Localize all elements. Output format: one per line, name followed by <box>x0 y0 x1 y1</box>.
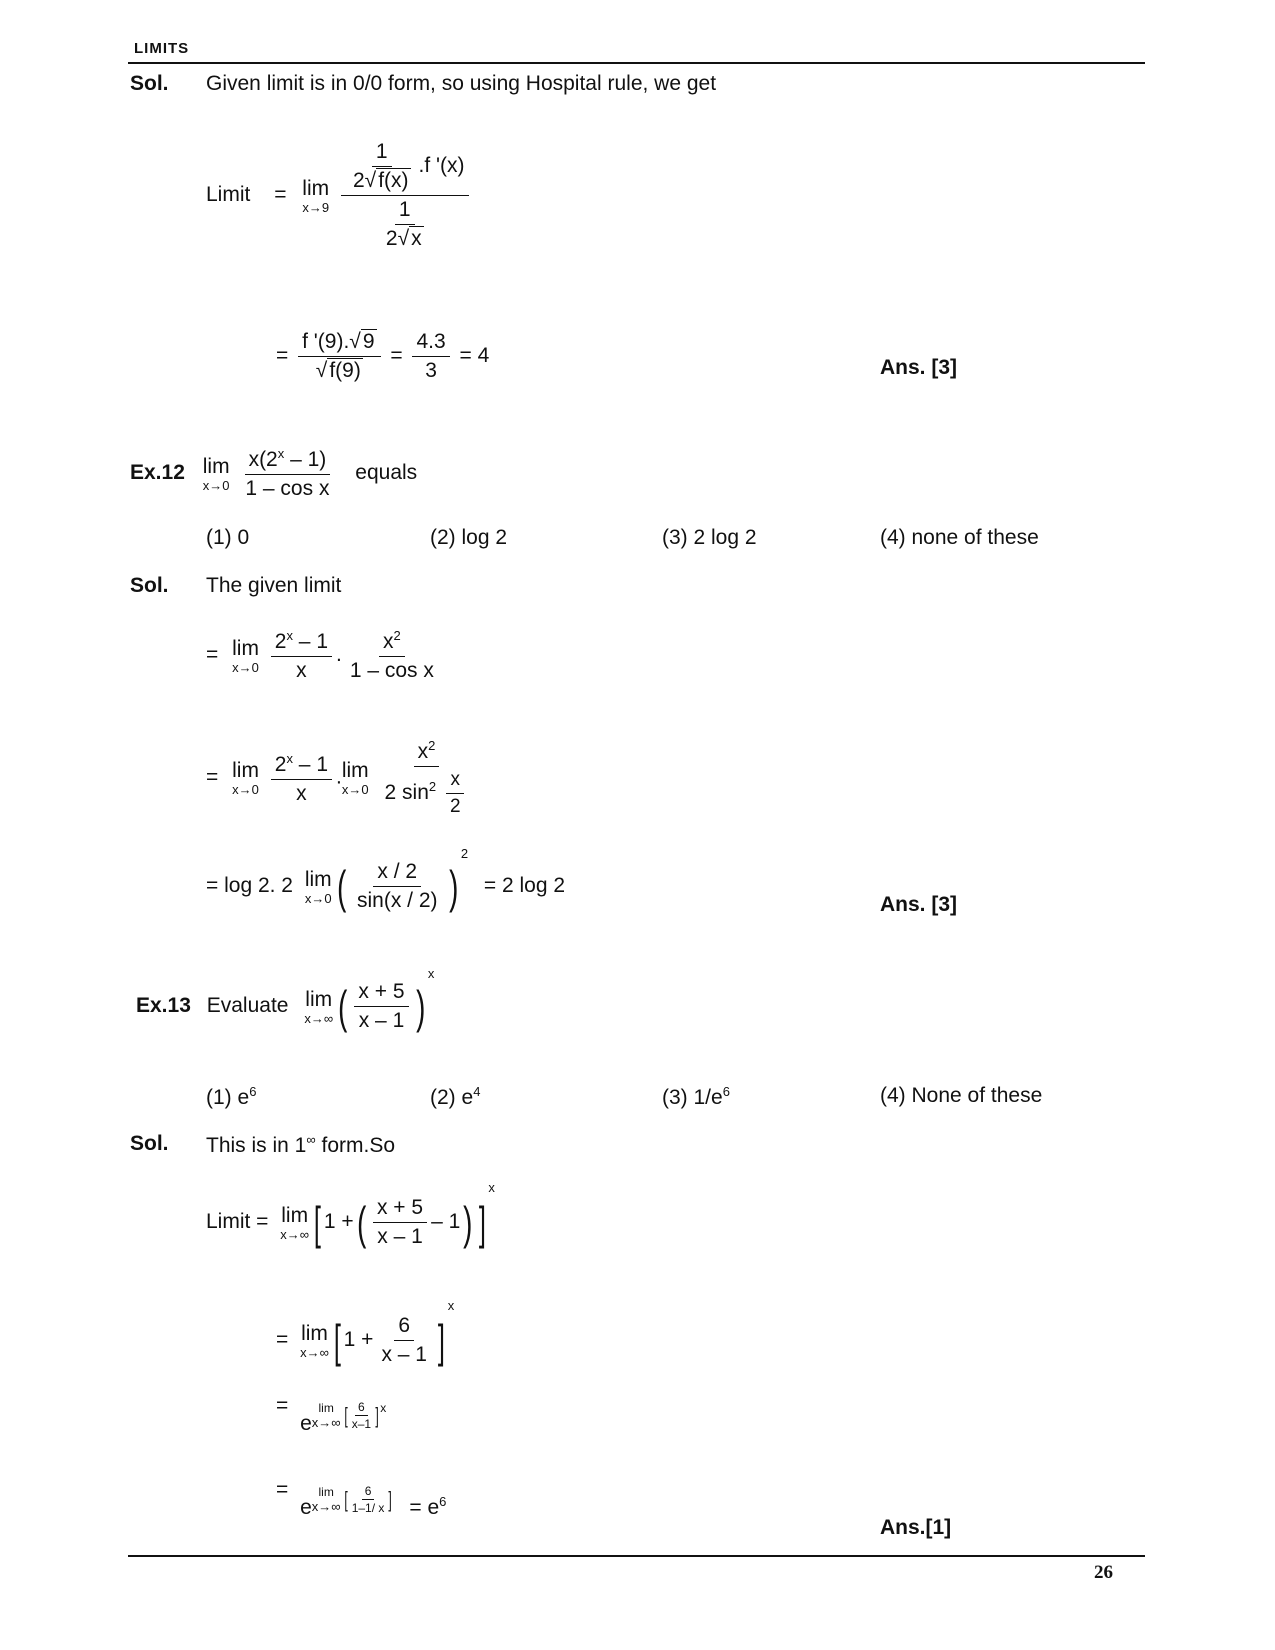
step3-fraction: $\frac{x / 2}{\sin(x / 2)}$ <box>356 860 438 912</box>
ex13-option-3: (3) $1/e^6$ <box>662 1084 730 1109</box>
lim-word: lim <box>302 176 330 200</box>
sol13-intro: This is in 1∞ form.So <box>206 1132 396 1157</box>
fraction-1: $\frac{2^x - 1}{x}$ <box>271 751 332 806</box>
sol13-answer: Ans.[1] <box>880 1516 952 1539</box>
ex12-option-3: (3) 2 log 2 <box>662 526 757 549</box>
inner-den-2: 2√x <box>385 227 422 250</box>
equals-sign: = <box>276 344 289 368</box>
equals-sign: = <box>274 183 287 207</box>
ex12-option-1: (1) 0 <box>206 526 250 549</box>
limit-operator <box>302 178 329 214</box>
ex12-question <box>130 446 417 501</box>
header-rule <box>128 62 1145 64</box>
step2-num: f '(9).√9 <box>298 330 380 357</box>
sol13-step1: Limit = lim x→∞ [ 1 +( $\frac{x + 5}{x - 1}$ – 1) ]$^x$ <box>206 1180 495 1249</box>
limit-word: Limit <box>206 183 251 207</box>
ex12-option-2: (2) log 2 <box>430 526 508 549</box>
ex13-option-2: (2) $e^4$ <box>430 1084 481 1109</box>
main-numerator <box>341 140 469 196</box>
sol11-step2 <box>276 330 489 383</box>
running-header: LIMITS <box>134 40 190 57</box>
sol11-intro: Given limit is in 0/0 form, so using Hospital rule, we get <box>206 72 717 95</box>
sol12-label: Sol. <box>130 574 169 597</box>
fraction-1: $\frac{2^x - 1}{x}$ <box>271 628 332 683</box>
limit-operator-2: lim x→0 <box>341 759 369 797</box>
sol11-answer: Ans. [3] <box>880 356 958 379</box>
ex13-question: Ex.13 Evaluate lim x→∞ ( $\frac{x + 5}{x - 1}$ )$^x$ <box>136 966 435 1033</box>
limit-operator: lim x→0 <box>202 454 230 493</box>
limit-operator: lim x→∞ <box>304 987 334 1026</box>
equals-sign-2: = <box>390 344 403 368</box>
limit-operator: lim x→0 <box>232 636 259 675</box>
sol11-step1 <box>206 140 473 251</box>
main-fraction <box>341 140 469 251</box>
ex13-label: Ex.13 <box>136 994 191 1018</box>
ex12-label: Ex.12 <box>130 461 185 485</box>
sol13-step2: = lim x→∞ [ 1 + $\frac{6}{x - 1}$ ]$^x$ <box>276 1298 455 1367</box>
footer-rule <box>128 1555 1145 1557</box>
sol11-label: Sol. <box>130 72 169 95</box>
ex13-word: Evaluate <box>206 994 289 1018</box>
sol12-step1: = lim x→0 $\frac{2^x - 1}{x}$ . $\frac{x^2}{\text{1 – cos x}}$ <box>206 628 442 683</box>
ex12-tail: equals <box>355 461 418 485</box>
ex13-option-1: (1) $e^6$ <box>206 1084 257 1109</box>
main-denominator <box>374 196 436 251</box>
sol13-fraction: $\frac{x + 5}{x - 1}$ <box>373 1196 427 1249</box>
ex12-fraction: $\frac{x(2^x - 1)}{\text{1 – cos x}}$ <box>245 446 330 500</box>
sol12-intro: The given limit <box>206 574 342 597</box>
step3-result: = 2 log 2 <box>483 874 566 898</box>
lim-subscript: x→9 <box>302 199 330 215</box>
limit-operator: lim x→∞ <box>280 1203 310 1242</box>
inner-num: 1 <box>372 140 392 167</box>
fraction-sin: $x^2$ 2 $\sin^2$ $\frac{x}{2}$ <box>381 738 473 818</box>
sol12-answer: Ans. [3] <box>880 893 958 916</box>
sol12-step2: = lim x→0 $\frac{2^x - 1}{x}$ . lim x→0 $x^2$ 2 $\sin^2$ $\frac{x}{2}$ <box>206 738 477 818</box>
limit-operator: lim x→0 <box>304 867 332 906</box>
inner-fraction <box>349 140 415 193</box>
sol13-step4: = e lim x→∞ [ $\frac{6}{1-1/ x}$ ] = $e^6$ <box>276 1478 447 1519</box>
sol13-label: Sol. <box>130 1132 169 1155</box>
sol12-step3: = log 2. 2 lim x→0 ( $\frac{x / 2}{\sin(x / 2)}$ )$^2$ = 2 log 2 <box>206 846 566 913</box>
fraction-2: $\frac{x^2}{\text{1 – cos x}}$ <box>349 628 434 682</box>
step2-fraction <box>298 330 380 383</box>
limit-word: Limit = <box>206 1210 269 1234</box>
ex13-fraction: $\frac{x + 5}{x - 1}$ <box>354 980 408 1033</box>
step2-result: = 4 <box>459 344 490 368</box>
inner-fraction-2 <box>382 198 428 251</box>
ex13-option-4: (4) None of these <box>880 1084 1043 1107</box>
sol13-step2-fraction: $\frac{6}{x - 1}$ <box>381 1314 427 1366</box>
derivative-term: .f '(x) <box>418 154 465 178</box>
ex12-option-4: (4) none of these <box>880 526 1039 549</box>
sol13-step3: = e lim x→∞ [ $\frac{6}{x-1}$ ] x <box>276 1394 387 1435</box>
inner-num-2: 1 <box>395 198 415 225</box>
step2-fraction-2: $\frac{4.3}{3}$ <box>412 330 449 383</box>
step2-den: √f(9) <box>315 359 361 382</box>
step3-prefix: = log 2. 2 <box>206 874 293 898</box>
limit-operator: lim x→∞ <box>300 1321 329 1360</box>
inner-den: 2√f(x) <box>352 169 409 192</box>
limit-operator: lim x→0 <box>232 759 259 797</box>
page-number: 26 <box>1094 1562 1113 1583</box>
